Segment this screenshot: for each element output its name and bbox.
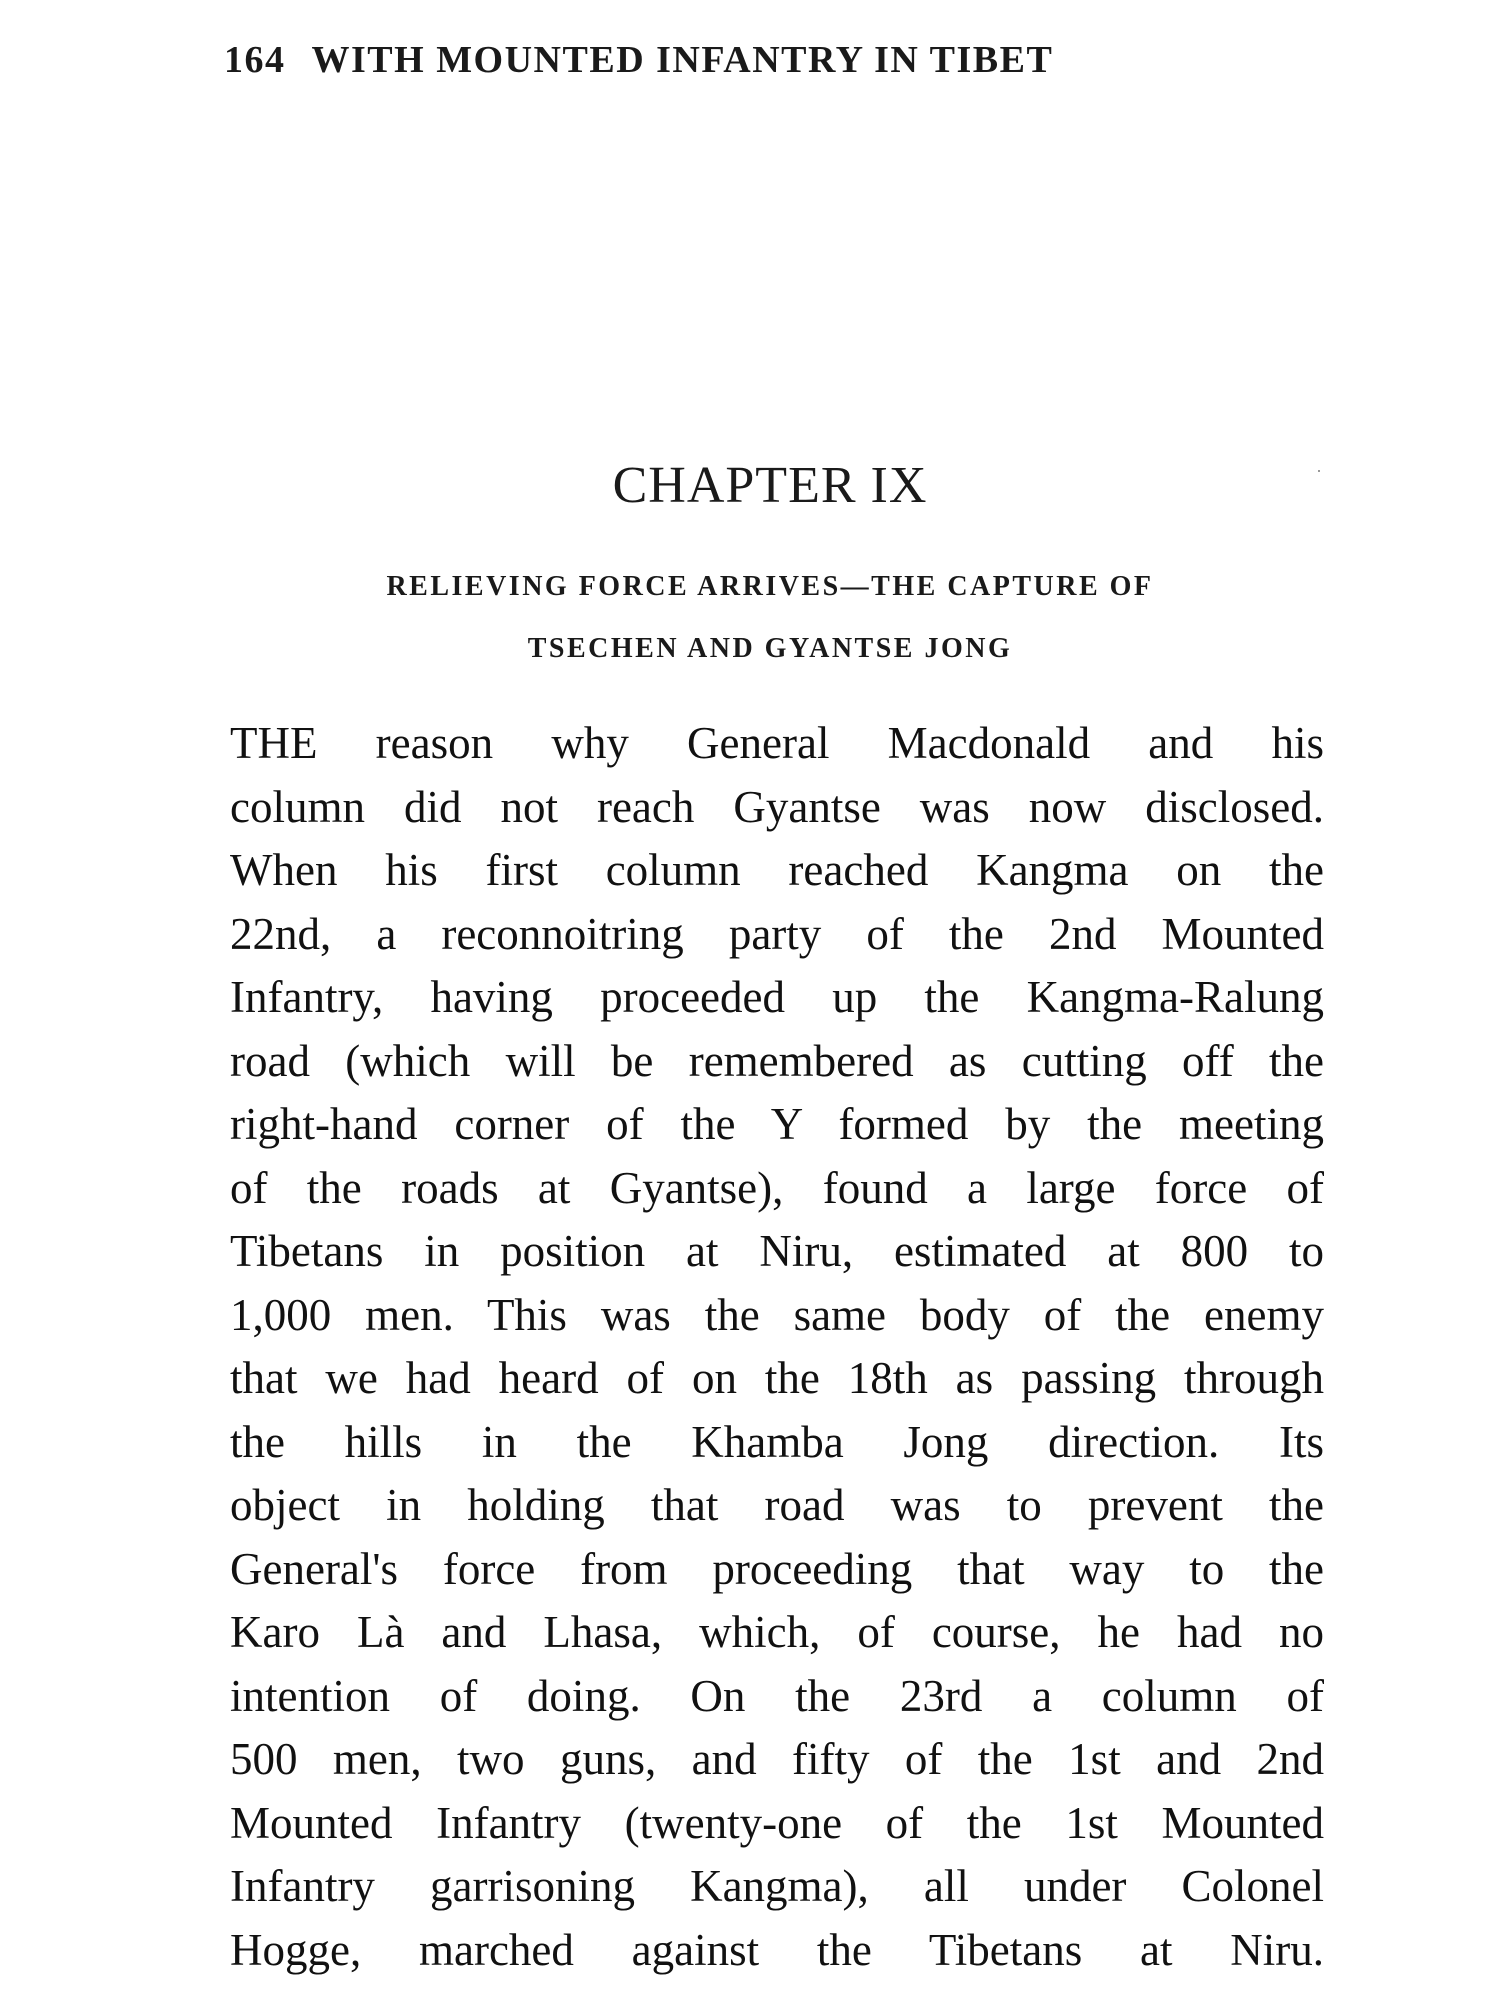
- text-line: Karo Là and Lhasa, which, of course, he had no: [230, 1607, 1324, 1657]
- body-paragraph: [230, 712, 1324, 1982]
- text-line: 1,000 men. This was the same body of the enemy: [230, 1289, 1324, 1340]
- text-line: 500 men, two guns, and fifty of the 1st and 2nd: [230, 1734, 1324, 1784]
- text-line: Tibetans in position at Niru, estimated at 800 to: [230, 1226, 1324, 1276]
- chapter-title: CHAPTER IX: [612, 457, 928, 514]
- text-line: the hills in the Khamba Jong direction. Its: [230, 1416, 1324, 1467]
- text-line: that we had heard of on the 18th as passing through: [230, 1353, 1324, 1403]
- text-line: intention of doing. On the 23rd a column of: [230, 1670, 1324, 1721]
- chapter-subtitle-line-1: RELIEVING FORCE ARRIVES—THE CAPTURE OF: [386, 571, 1154, 602]
- chapter-subtitle: [270, 556, 1270, 680]
- text-line: 22nd, a reconnoitring party of the 2nd Mounted: [230, 908, 1324, 959]
- text-line: When his first column reached Kangma on the: [230, 845, 1324, 895]
- text-line: Hogge, marched against the Tibetans at Niru.: [230, 1924, 1324, 1975]
- text-line: column did not reach Gyantse was now disclosed.: [230, 781, 1324, 832]
- text-line: Infantry, having proceeded up the Kangma-Ralung: [230, 972, 1324, 1022]
- text-line: THE reason why General Macdonald and his: [230, 718, 1324, 768]
- text-line: General's force from proceeding that way to the: [230, 1543, 1324, 1594]
- text-line: Mounted Infantry (twenty-one of the 1st Mounted: [230, 1797, 1324, 1848]
- running-title: WITH MOUNTED INFANTRY IN TIBET: [311, 39, 1054, 81]
- text-line: object in holding that road was to prevent the: [230, 1480, 1324, 1530]
- page-number: 164: [224, 39, 286, 81]
- running-head: [224, 38, 1053, 82]
- text-line: road (which will be remembered as cutting off the: [230, 1035, 1324, 1086]
- chapter-subtitle-line-2: TSECHEN AND GYANTSE JONG: [527, 633, 1013, 664]
- text-line: of the roads at Gyantse), found a large force of: [230, 1162, 1324, 1213]
- text-line: right-hand corner of the Y formed by the meeting: [230, 1099, 1324, 1149]
- text-line: Infantry garrisoning Kangma), all under Colonel: [230, 1861, 1324, 1911]
